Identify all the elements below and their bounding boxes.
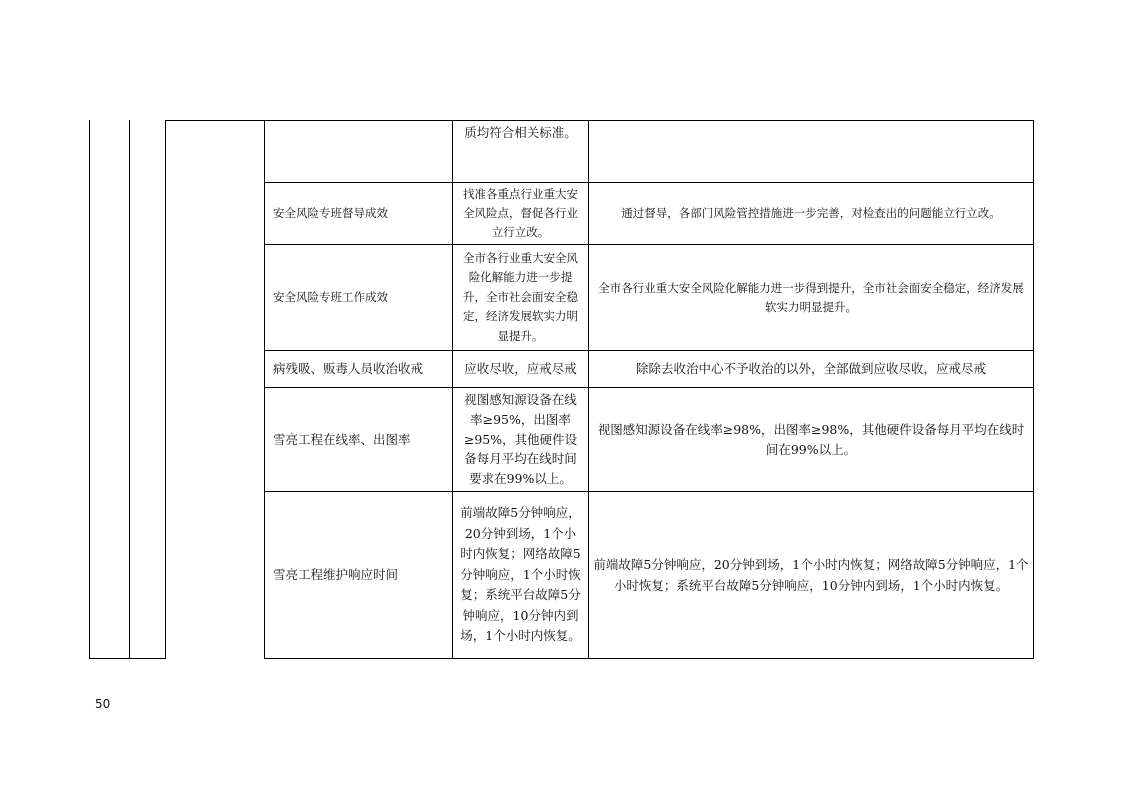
table-border-col2: [165, 120, 166, 659]
table-border-right: [1033, 120, 1034, 659]
table-cell-result: 通过督导，各部门风险管控措施进一步完善，对检查出的问题能立行立改。: [621, 206, 1001, 220]
table-cell-criteria: 前端故障5分钟响应，20分钟到场，1个小时内恢复；网络故障5分钟响应，1个小时恢复；系统平台故障5分钟响应，10分钟内到场，1个小时内恢复。: [460, 505, 581, 644]
table-cell-result: 前端故障5分钟响应，20分钟到场，1个小时内恢复；网络故障5分钟响应，1个小时恢复；系统平台故障5分钟响应，10分钟内到场，1个小时内恢复。: [593, 557, 1029, 593]
table-cell-item: 病残吸、贩毒人员收治收戒: [273, 361, 424, 377]
table-border-bottom-left: [89, 658, 166, 659]
table-cell-criteria: 全市各行业重大安全风险化解能力进一步提升，全市社会面安全稳定，经济发展软实力明显提升。: [463, 250, 578, 343]
table-border-col1: [129, 120, 130, 659]
table-border-left: [89, 120, 90, 659]
table-cell-criteria: 质均符合相关标准。: [464, 125, 577, 140]
table-cell-result: 除除去收治中心不予收治的以外，全部做到应收尽收，应戒尽戒: [635, 361, 986, 377]
table-cell-item: [265, 121, 452, 182]
table-cell-criteria: 视图感知源设备在线率≥95%，出图率≥95%，其他硬件设备每月平均在线时间要求在99%以上。: [463, 392, 578, 487]
table-cell-criteria: 应收尽收，应戒尽戒: [464, 361, 577, 377]
page-number: 50: [95, 697, 111, 711]
table-cell-result: 全市各行业重大安全风险化解能力进一步得到提升，全市社会面安全稳定，经济发展软实力明显提升。: [598, 280, 1024, 314]
table-cell-result: 视图感知源设备在线率≥98%，出图率≥98%，其他硬件设备每月平均在线时间在99%以上。: [597, 422, 1025, 457]
table-cell-criteria: 找准各重点行业重大安全风险点，督促各行业立行立改。: [463, 187, 578, 239]
table-cell-item: 雪亮工程在线率、出图率: [273, 431, 411, 447]
table-cell-result: [589, 121, 1033, 182]
table-cell-item: 雪亮工程维护响应时间: [273, 567, 399, 583]
table-border-bottom: [264, 658, 1034, 659]
table-cell-item: 安全风险专班工作成效: [273, 290, 388, 304]
table-cell-item: 安全风险专班督导成效: [273, 206, 388, 220]
